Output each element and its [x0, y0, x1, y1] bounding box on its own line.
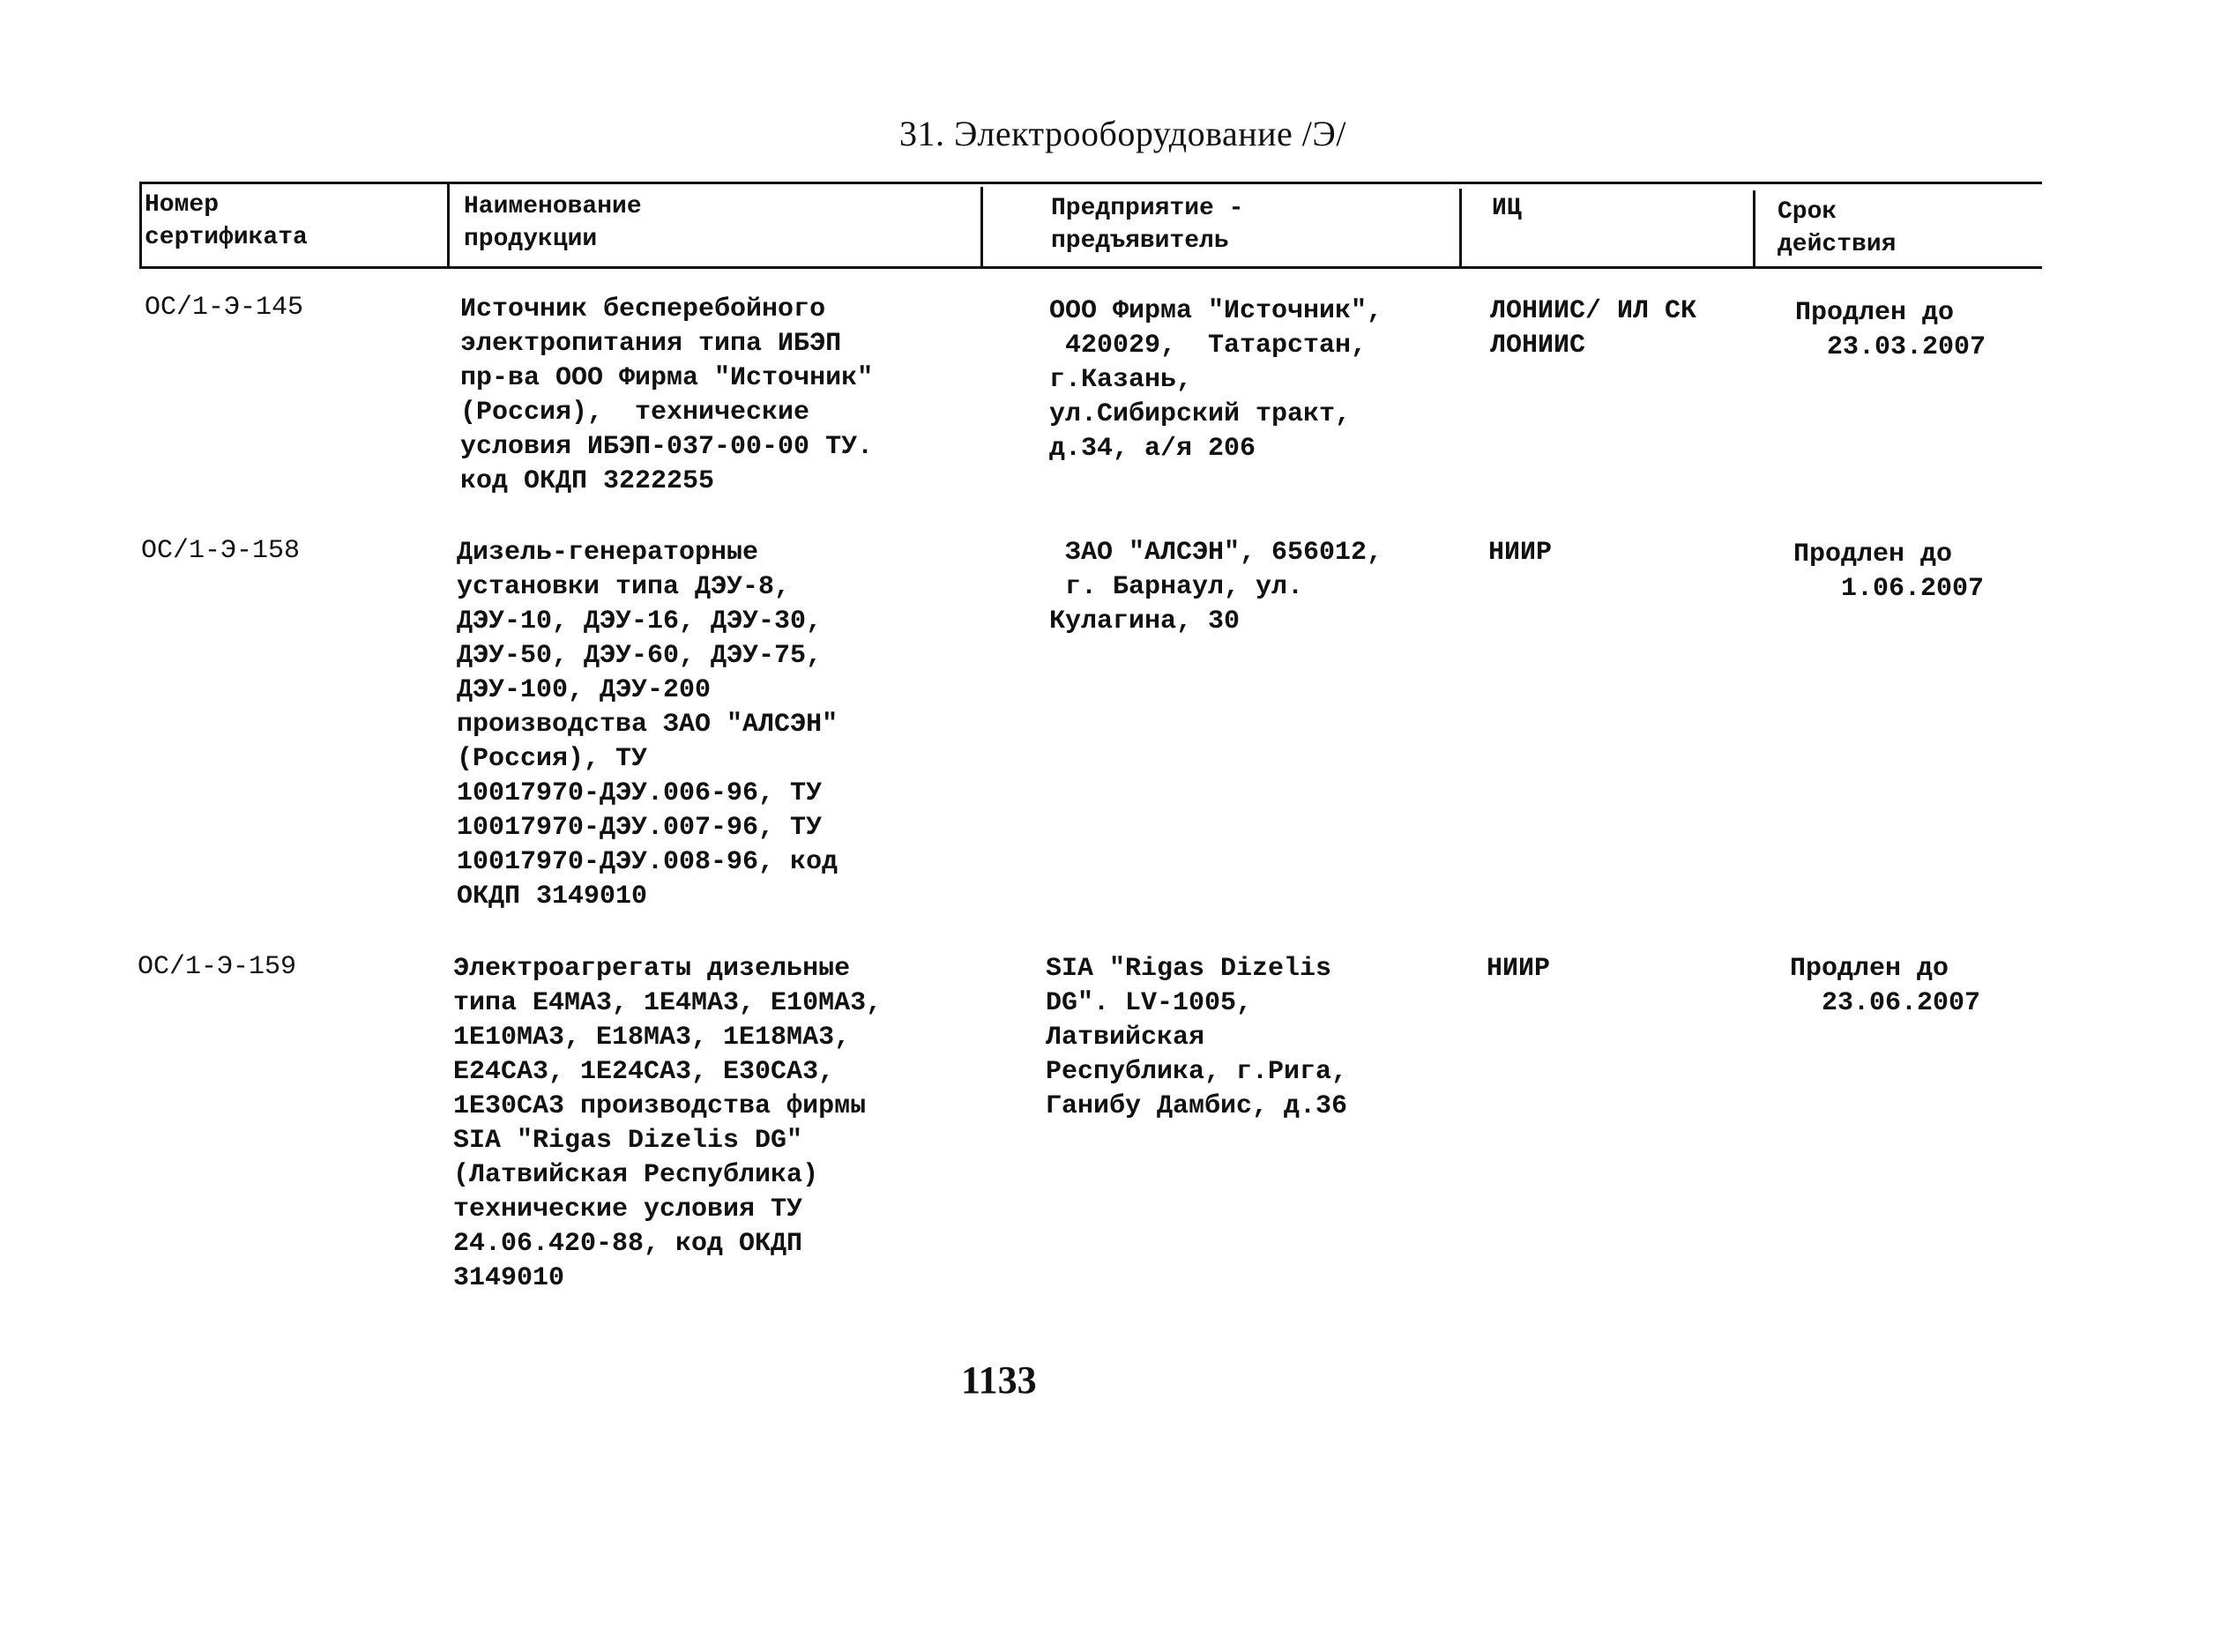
- testing-center: НИИР: [1488, 538, 1553, 568]
- page-number: 1133: [961, 1358, 1037, 1402]
- header-divider: [1459, 189, 1462, 268]
- header-product-name: Наименование продукции: [464, 193, 642, 253]
- header-bottom-rule: [139, 266, 2042, 269]
- testing-center: ЛОНИИС/ ИЛ СК ЛОНИИС: [1490, 296, 1697, 361]
- validity: Продлен до 23.03.2007: [1795, 298, 1986, 362]
- company: ООО Фирма "Источник", 420029, Татарстан, г.Казань, ул.Сибирский тракт, д.34, а/я 206: [1049, 296, 1383, 464]
- header-validity: Срок действия: [1778, 198, 1897, 258]
- validity: Продлен до 1.06.2007: [1793, 540, 1985, 604]
- header-divider: [139, 182, 142, 268]
- product-name: Электроагрегаты дизельные типа Е4МА3, 1Е4МА3, Е10МА3, 1Е10МА3, Е18МА3, 1Е18МА3, Е24СА3, 1Е24СА3, Е30СА3, 1Е30СА3 производства фирмы SIA "Rigas Dizelis DG" (Латвийская Республика) технические условия ТУ 24.06.420-88, код ОКДП 3149010: [453, 954, 883, 1293]
- certificate-number: ОС/1-Э-145: [145, 293, 304, 323]
- header-company: Предприятие - предъявитель: [1051, 195, 1244, 255]
- testing-center: НИИР: [1487, 954, 1551, 984]
- header-testing-center: ИЦ: [1492, 195, 1522, 222]
- validity: Продлен до 23.06.2007: [1790, 954, 1981, 1018]
- product-name: Дизель-генераторные установки типа ДЭУ-8, ДЭУ-10, ДЭУ-16, ДЭУ-30, ДЭУ-50, ДЭУ-60, ДЭУ-75, ДЭУ-100, ДЭУ-200 производства ЗАО "АЛСЭН" (Россия), ТУ 10017970-ДЭУ.006-96, ТУ 10017970-ДЭУ.007-96, ТУ 10017970-ДЭУ.008-96, код ОКДП 3149010: [457, 538, 838, 912]
- company: SIA "Rigas Dizelis DG". LV-1005, Латвийская Республика, г.Рига, Ганибу Дамбис, д.36: [1046, 954, 1348, 1121]
- header-divider: [447, 182, 450, 268]
- product-name: Источник бесперебойного электропитания типа ИБЭП пр-ва ООО Фирма "Источник" (Россия), технические условия ИБЭП-037-00-00 ТУ. код ОКДП 3222255: [460, 294, 874, 496]
- header-divider: [1753, 190, 1755, 268]
- page-title: 31. Электрооборудование /Э/: [899, 114, 1346, 153]
- header-divider: [980, 187, 983, 268]
- company: ЗАО "АЛСЭН", 656012, г. Барнаул, ул. Кулагина, 30: [1049, 538, 1383, 636]
- certificate-number: ОС/1-Э-159: [138, 952, 297, 982]
- header-top-rule: [139, 182, 2042, 184]
- header-certificate-number: Номер сертификата: [145, 191, 308, 251]
- certificate-number: ОС/1-Э-158: [141, 536, 301, 566]
